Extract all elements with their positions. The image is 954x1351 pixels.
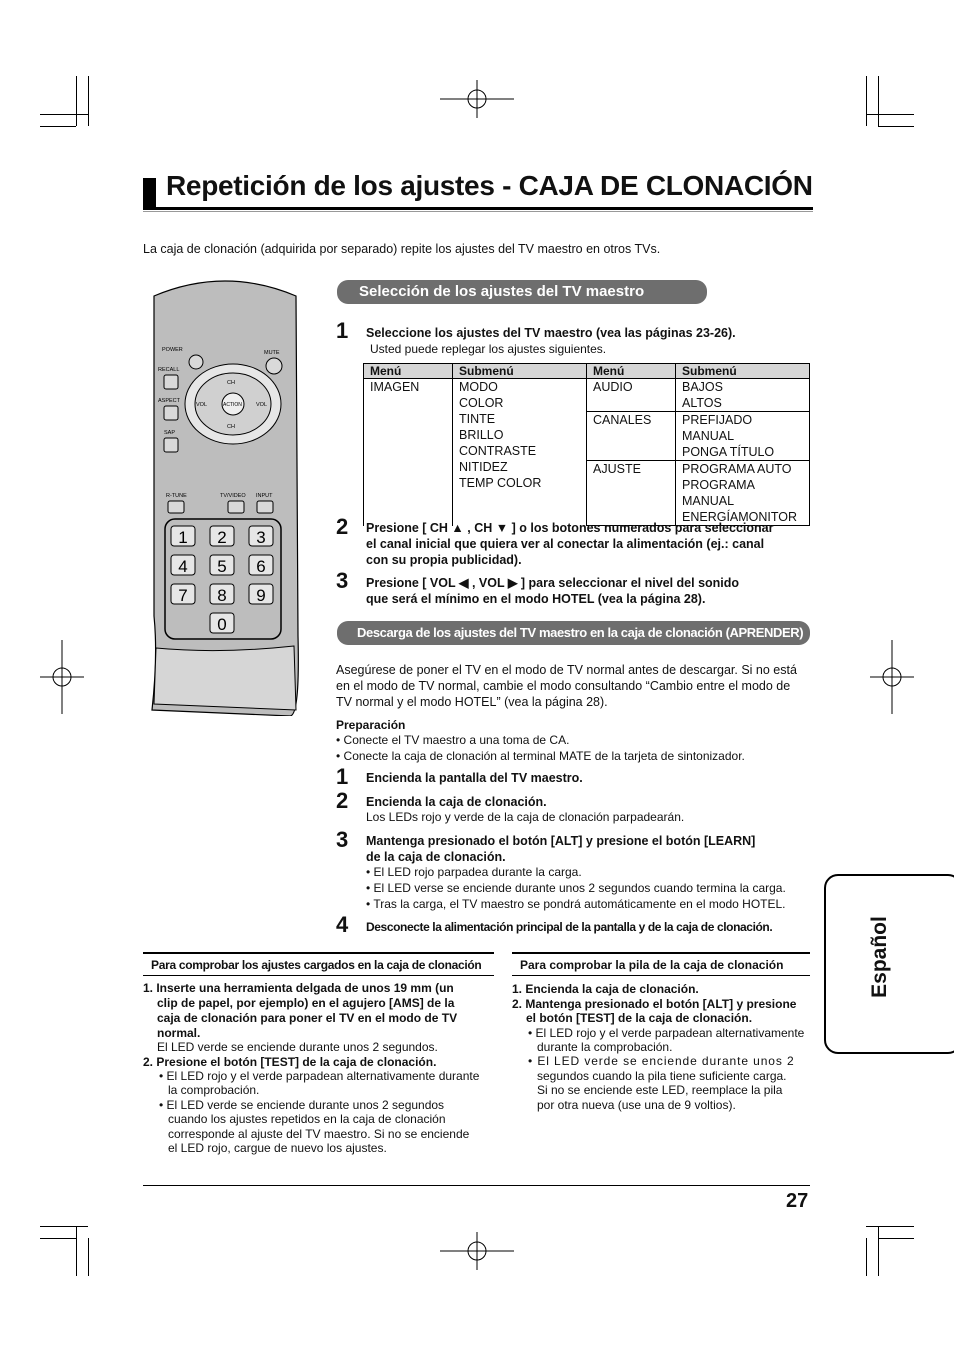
table-cell-list: PROGRAMA AUTO PROGRAMA MANUAL ENERGÍAMONITOR (676, 461, 810, 526)
prep-item: • Conecte el TV maestro a una toma de CA. (336, 733, 570, 747)
step-text: Encienda la caja de clonación. (366, 795, 547, 809)
remote-tvvideo-label: TV/VIDEO (220, 493, 246, 499)
box-bullet: • El LED verde se enciende durante unos 2 (528, 1054, 795, 1068)
section-heading-learn-text: Descarga de los ajustes del TV maestro en la caja de clonación (APRENDER) (357, 625, 804, 640)
intro-text: La caja de clonación (adquirida por separado) repite los ajustes del TV maestro en otros TVs. (143, 242, 661, 256)
section-heading-learn (337, 621, 810, 645)
page-title: Repetición de los ajustes - CAJA DE CLONACIÓN (166, 170, 813, 201)
step-bullet: • El LED rojo parpadea durante la carga. (366, 865, 582, 879)
box-rule (143, 975, 494, 976)
section-heading-select (337, 280, 707, 304)
language-tab-label: Español (868, 916, 891, 998)
step-text: Mantenga presionado el botón [ALT] y presione el botón [LEARN] (366, 834, 756, 848)
remote-rtune-label: R-TUNE (166, 493, 187, 499)
box-bullet: el LED rojo, cargue de nuevo los ajustes. (168, 1141, 387, 1155)
remote-control-illustration (140, 276, 310, 716)
remote-ch-down-label: CH (227, 424, 235, 430)
box-step: el botón [TEST] de la caja de clonación. (526, 1011, 753, 1025)
remote-mute-label: MUTE (264, 350, 280, 356)
remote-key-1: 1 (178, 528, 188, 547)
box-rule-top (512, 952, 810, 954)
registration-mark-right (870, 640, 914, 714)
box-note: El LED verde se enciende durante unos 2 segundos. (157, 1040, 438, 1054)
step-note: Los LEDs rojo y verde de la caja de clonación parpadearán. (366, 810, 685, 824)
table-cell: CANALES (587, 412, 676, 461)
footer-rule (143, 1185, 810, 1186)
box-bullet: cuando los ajustes repetidos en la caja de clonación (168, 1112, 446, 1126)
settings-table (363, 363, 810, 526)
registration-mark-bottom (440, 1232, 514, 1270)
step-text: el canal inicial que quiera ver al conectar la alimentación (ej.: canal (366, 537, 765, 551)
remote-key-2: 2 (217, 528, 227, 547)
table-cell-list: BAJOS ALTOS (676, 379, 810, 412)
table-header: Menú (364, 364, 453, 379)
remote-key-9: 9 (256, 586, 266, 605)
step-number: 3 (336, 568, 349, 593)
step-note: Usted puede replegar los ajustes siguientes. (370, 342, 607, 356)
table-cell: AJUSTE (587, 461, 676, 526)
remote-action-label: ACTION (223, 402, 242, 408)
box-rule (512, 975, 810, 976)
remote-key-4: 4 (178, 557, 188, 576)
title-rule-shadow (143, 211, 813, 212)
remote-key-5: 5 (217, 557, 227, 576)
step-text: Seleccione los ajustes del TV maestro (vea las páginas 23-26). (366, 326, 736, 340)
step-text: Presione [ VOL ◀ , VOL ▶ ] para seleccionar el nivel del sonido (366, 576, 740, 590)
table-cell: IMAGEN (364, 379, 453, 526)
page-number: 27 (786, 1190, 809, 1212)
box-step: 2. Presione el botón [TEST] de la caja de clonación. (143, 1055, 437, 1069)
remote-vol-left-label: VOL (196, 402, 208, 408)
remote-key-3: 3 (256, 528, 266, 547)
registration-mark-left (40, 640, 84, 714)
remote-aspect-label: ASPECT (158, 398, 181, 404)
box-bullet: • El LED rojo y el verde parpadean alternativamente durante (159, 1069, 480, 1083)
table-header: Submenú (453, 364, 587, 379)
step-bullet: • El LED verse se enciende durante unos 2 segundos cuando termina la carga. (366, 881, 786, 895)
paragraph: en el modo de TV normal, cambie el modo consultando “Cambio entre el modo de (336, 679, 791, 693)
step-number: 1 (336, 764, 349, 789)
step-text: Presione [ CH ▲ , CH ▼ ] o los botones numerados para seleccionar (366, 521, 774, 535)
section-heading-select-text: Selección de los ajustes del TV maestro (359, 283, 645, 300)
box-bullet: la comprobación. (168, 1083, 260, 1097)
box-step: 1. Encienda la caja de clonación. (512, 982, 699, 996)
box-heading: Para comprobar la pila de la caja de clonación (520, 958, 784, 972)
remote-recall-label: RECALL (158, 367, 180, 373)
table-cell-list: MODO COLOR TINTE BRILLO CONTRASTE NITIDEZ TEMP COLOR (453, 379, 587, 526)
registration-mark-top (440, 80, 514, 118)
box-step: 2. Mantenga presionado el botón [ALT] y presione (512, 997, 797, 1011)
remote-key-6: 6 (256, 557, 266, 576)
table-header: Menú (587, 364, 676, 379)
table-cell-list: PREFIJADO MANUAL PONGA TÍTULO (676, 412, 810, 461)
remote-input-label: INPUT (256, 493, 273, 499)
box-rule-top (143, 952, 494, 954)
step-number: 2 (336, 514, 349, 539)
box-step: caja de clonación para poner el TV en el modo de TV (157, 1011, 458, 1025)
box-bullet: • El LED verde se enciende durante unos 2 segundos (159, 1098, 445, 1112)
box-bullet: por otra nueva (use una de 9 voltios). (537, 1098, 736, 1112)
prep-item: • Conecte la caja de clonación al terminal MATE de la tarjeta de sintonizador. (336, 749, 745, 763)
title-rule (143, 207, 813, 210)
step-text: Encienda la pantalla del TV maestro. (366, 771, 583, 785)
box-bullet: • El LED rojo y el verde parpadean alternativamente (528, 1026, 805, 1040)
box-step: clip de papel, por ejemplo) en el agujero [AMS] de la (157, 996, 455, 1010)
prep-title: Preparación (336, 718, 406, 732)
box-bullet: Si no se enciende este LED, reemplace la pila (537, 1083, 783, 1097)
remote-ch-up-label: CH (227, 380, 235, 386)
step-text: que será el mínimo en el modo HOTEL (vea la página 28). (366, 592, 706, 606)
step-text: con su propia publicidad). (366, 553, 522, 567)
remote-key-0: 0 (217, 615, 227, 634)
remote-sap-label: SAP (164, 430, 176, 436)
step-text: Desconecte la alimentación principal de la pantalla y de la caja de clonación. (366, 920, 773, 934)
box-bullet: corresponde al ajuste del TV maestro. Si no se enciende (168, 1127, 470, 1141)
step-number: 4 (336, 912, 349, 937)
table-cell: AUDIO (587, 379, 676, 412)
paragraph: TV normal y el modo HOTEL” (vea la página 28). (336, 695, 608, 709)
step-number: 3 (336, 827, 349, 852)
box-step: normal. (157, 1026, 201, 1040)
step-bullet: • Tras la carga, el TV maestro se pondrá automáticamente en el modo HOTEL. (366, 897, 786, 911)
box-heading: Para comprobar los ajustes cargados en la caja de clonación (151, 958, 482, 972)
step-number: 1 (336, 318, 349, 343)
step-number: 2 (336, 788, 349, 813)
box-step: 1. Inserte una herramienta delgada de unos 19 mm (un (143, 981, 454, 995)
remote-key-7: 7 (178, 586, 188, 605)
paragraph: Asegúrese de poner el TV en el modo de TV normal antes de descargar. Si no está (336, 663, 797, 677)
step-text: de la caja de clonación. (366, 850, 506, 864)
table-header: Submenú (676, 364, 810, 379)
box-bullet: durante la comprobación. (537, 1040, 673, 1054)
remote-power-label: POWER (162, 347, 183, 353)
box-bullet: segundos cuando la pila tiene suficiente carga. (537, 1069, 787, 1083)
remote-key-8: 8 (217, 586, 227, 605)
remote-vol-right-label: VOL (256, 402, 268, 408)
title-marker (143, 178, 156, 208)
